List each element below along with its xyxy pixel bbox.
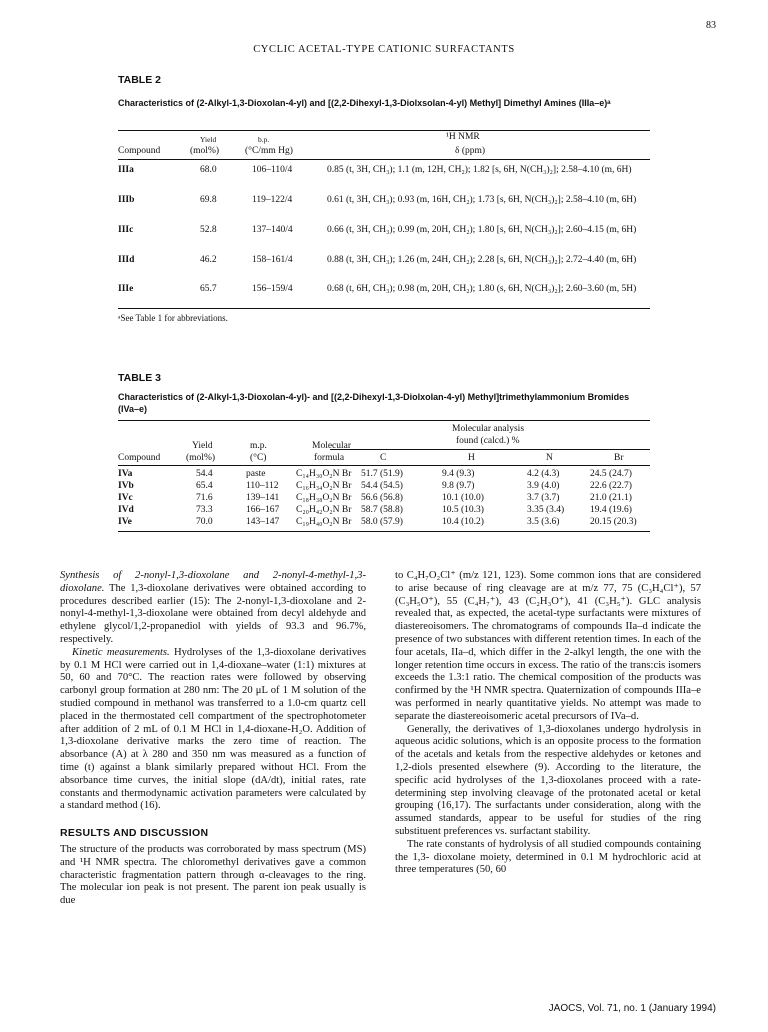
paragraph: The rate constants of hydrolysis of all studied compounds containing the 1,3- dioxolane moiety, determined in 0.1 M hydrochloric acid at three temperatures (50, 60 (395, 838, 701, 876)
t3-mp: 139–141 (246, 493, 280, 503)
t3-n: 4.2 (4.3) (527, 469, 560, 479)
t2-yield: 65.7 (200, 284, 217, 294)
t3-h: 10.1 (10.0) (442, 493, 484, 503)
table2-footnote: ᵃSee Table 1 for abbreviations. (118, 313, 228, 323)
t3-h: 9.4 (9.3) (442, 469, 475, 479)
t3-h: 10.4 (10.2) (442, 517, 484, 527)
table3-top-rule (118, 420, 650, 421)
t2-bp: 119–122/4 (252, 195, 293, 205)
paragraph: The structure of the products was corroborated by mass spectrum (MS) and ¹H NMR spectra. The chloromethyl derivatives gave a common characteristic fragmentation pattern through α-cleavages to the ring. The molecular ion peak is not present. The parent ion peak usually is due (60, 843, 366, 907)
t3-formula: C₁₄H₃₀O₂N Br (296, 469, 352, 479)
t3-h-formula-unit: formula (314, 453, 345, 463)
t2-nmr: 0.61 (t, 3H, CH₃); 0.93 (m, 16H, CH₂); 1.73 [s, 6H, N(CH₃)₂]; 2.58–4.10 (m, 6H) (327, 195, 637, 205)
t3-n: 3.7 (3.7) (527, 493, 560, 503)
paragraph-title: Synthesis of 2-nonyl-1,3-dioxolane and 2-nonyl-4-methyl-1,3-dioxolane. (60, 570, 366, 594)
section-heading: RESULTS AND DISCUSSION (60, 827, 209, 840)
t2-h-nmr-unit: δ (ppm) (455, 146, 486, 156)
t3-br: 24.5 (24.7) (590, 469, 632, 479)
t3-formula: C₁₆H₃₄O₂N Br (296, 481, 352, 491)
t3-compound: IVd (118, 505, 134, 515)
t2-h-nmr: ¹H NMR (446, 132, 480, 142)
t2-compound: IIIb (118, 195, 135, 205)
t3-mp: paste (246, 469, 266, 479)
t3-c: 58.0 (57.9) (361, 517, 403, 527)
t3-yield: 65.4 (196, 481, 213, 491)
t3-c: 58.7 (58.8) (361, 505, 403, 515)
t2-bp: 156–159/4 (252, 284, 293, 294)
t3-analysis-rule (330, 449, 650, 450)
table3-caption: Characteristics of (2-Alkyl-1,3-Dioxolan-4-yl)- and [(2,2-Dihexyl-1,3-Diolxolan-4-yl) Methyl]trimethylammonium Bromides (IVa–e) (118, 392, 630, 414)
journal-footer: JAOCS, Vol. 71, no. 1 (January 1994) (548, 1003, 716, 1014)
table3-bottom-rule (118, 531, 650, 532)
t2-yield: 68.0 (200, 165, 217, 175)
t2-yield: 69.8 (200, 195, 217, 205)
t3-compound: IVc (118, 493, 133, 503)
t3-yield: 71.6 (196, 493, 213, 503)
t2-nmr: 0.88 (t, 3H, CH₃); 1.26 (m, 24H, CH₂); 2.28 [s, 6H, N(CH₃)₂]; 2.72–4.40 (m, 6H) (327, 255, 637, 265)
t3-br: 19.4 (19.6) (590, 505, 632, 515)
t3-compound: IVa (118, 469, 133, 479)
paragraph-body: The 1,3-dioxolane derivatives were obtained according to procedures described earlier (15): The 2-nonyl-1,3-dioxolane and 2-nonyl-4-methyl-1,3-dioxolane were obtained from decyl aldehyde and ethylene glycol/1,2-propanediol with yields of 93.3 and 96.7%, respectively. (60, 582, 366, 645)
t3-br: 21.0 (21.1) (590, 493, 632, 503)
t3-br: 20.15 (20.3) (590, 517, 637, 527)
t3-h-n: N (546, 453, 553, 463)
paragraph: Generally, the derivatives of 1,3-dioxolanes undergo hydrolysis in aqueous acidic solutions, which is an opposite process to the formation of the acetals and ketals from the respective aldehydes or ketones and 1,2-diols presented elsewhere (9). According to the literature, the specific acid hydrolyses of the 1,3-dioxolanes proceed with a rate-determining step involving cleavage of the protonated acetal or ketal grouping (16,17). The surfactants under consideration, along with the assumed standards, appear to be useful for studies of the ring substituent preferences vs. surfactant stability. (395, 723, 701, 837)
left-column (60, 570, 366, 908)
t3-h: 10.5 (10.3) (442, 505, 484, 515)
t3-yield: 73.3 (196, 505, 213, 515)
paragraph (60, 647, 366, 813)
t3-h-mp-unit: (°C) (250, 453, 267, 463)
t3-mp: 166–167 (246, 505, 280, 515)
t2-compound: IIIe (118, 284, 134, 294)
t2-h-bp-unit: (°C/mm Hg) (245, 146, 293, 156)
t3-formula: C₁₈H₃₈O₂N Br (296, 493, 352, 503)
table2-bottom-rule (118, 308, 650, 309)
t3-c: 54.4 (54.5) (361, 481, 403, 491)
t2-yield: 46.2 (200, 255, 217, 265)
t2-bp: 106–110/4 (252, 165, 293, 175)
t2-h-bp: b.p. (258, 135, 270, 144)
running-head: CYCLIC ACETAL-TYPE CATIONIC SURFACTANTS (253, 44, 515, 55)
t2-nmr: 0.68 (t, 6H, CH₃); 0.98 (m, 20H, CH₂); 1.80 (s, 6H, N(CH₃)₂]; 2.60–3.60 (m, 5H) (327, 284, 637, 294)
t2-nmr: 0.66 (t, 3H, CH₃); 0.99 (m, 20H, CH₂); 1.80 [s, 6H, N(CH₃)₂]; 2.60–4.15 (m, 6H) (327, 225, 637, 235)
t2-yield: 52.8 (200, 225, 217, 235)
t3-br: 22.6 (22.7) (590, 481, 632, 491)
t2-nmr: 0.85 (t, 3H, CH₃); 1.1 (m, 12H, CH₂); 1.82 [s, 6H, N(CH₃)₂]; 2.58–4.10 (m, 6H) (327, 165, 632, 175)
t2-bp: 137–140/4 (252, 225, 293, 235)
table3-label: TABLE 3 (118, 372, 161, 384)
t2-h-compound: Compound (118, 146, 161, 156)
t3-h-c: C (380, 453, 387, 463)
t3-h-br: Br (614, 453, 624, 463)
t2-bp: 158–161/4 (252, 255, 293, 265)
t3-n: 3.9 (4.0) (527, 481, 560, 491)
t3-formula: C₁₉H₄₀O₂N Br (296, 517, 352, 527)
t3-mp: 110–112 (246, 481, 279, 491)
t3-h-yield: Yield (192, 441, 213, 451)
right-column (395, 570, 701, 877)
t3-compound: IVb (118, 481, 134, 491)
t3-h-mp: m.p. (250, 441, 267, 451)
paragraph-title: Kinetic measurements. (72, 646, 170, 658)
table2-label: TABLE 2 (118, 74, 161, 86)
paragraph-body: Hydrolyses of the 1,3-dioxolane derivatives by 0.1 M HCl were carried out in 1,4-dioxane–water (1:1) mixtures at 50, 60 and 70°C. The reaction rates were followed by observing carbonyl group formation at 280 nm: The 20 μL of 1 M solution of the studied compound in methanol was transferred to a 1.0-cm quartz cell placed in the thermostated cell compartment of the spectrophotometer after addition of 2 mL of 0.1 M HCl in 1,4-dioxane-H₂O. Addition of 1,3-dioxolane derivative marks the zero time of reaction. The absorbance (A) at λ 280 and 350 nm was measured as a function of time (t) against a blank similarly prepared without HCl. From the absorbance time curves, the initial slope (dA/dt), initial rates, rate constants and thermodynamic activation parameters were calculated by a standard method (16). (60, 646, 367, 812)
t3-h-formula: Molecular (312, 441, 352, 451)
t3-n: 3.5 (3.6) (527, 517, 560, 527)
t3-n: 3.35 (3.4) (527, 505, 565, 515)
t3-h-h: H (468, 453, 475, 463)
t3-h-yield-unit: (mol%) (186, 453, 216, 463)
t2-h-yield: Yield (200, 135, 217, 144)
table2-top-rule (118, 130, 650, 131)
t2-compound: IIId (118, 255, 135, 265)
t2-compound: IIIa (118, 165, 134, 175)
t3-h-analysis-sub: found (calcd.) % (456, 436, 520, 446)
t2-h-yield-unit: (mol%) (190, 146, 220, 156)
t3-h-compound: Compound (118, 453, 161, 463)
t3-c: 51.7 (51.9) (361, 469, 403, 479)
t3-yield: 54.4 (196, 469, 213, 479)
t3-formula: C₂₀H₄₂O₂N Br (296, 505, 352, 515)
t3-h-analysis: Molecular analysis (452, 424, 525, 434)
t3-h: 9.8 (9.7) (442, 481, 475, 491)
t3-mp: 143–147 (246, 517, 280, 527)
paragraph (60, 570, 366, 647)
t2-compound: IIIc (118, 225, 134, 235)
table3-header-rule (118, 465, 650, 466)
page-number: 83 (706, 20, 716, 31)
paragraph: to C₄H₇O₂Cl⁺ (m/z 121, 123). Some common ions that are considered to arise because of ring cleavage are at m/z 77, 75 (C₃H₄Cl⁺), 57 (C₃H₅O⁺), 55 (C₄H₇⁺), 43 (C₂H₃O⁺), 41 (C₃H₅⁺). GLC analysis revealed that, as expected, the acetal-type surfactants were mixtures of diastereoisomers. The chromatograms of compounds IIa–d indicate the presence of two substances with different retention times. In each of the four acetals, IIa–d, which differ in the 2-alkyl length, the one with the longer retention time occurs in excess. The ratio of the trans:cis isomers exceeds the 1.3:1 ratio. The chemical composition of the products was confirmed by the ¹H NMR spectra. Quaternization of compounds IIIa–e was performed in nearly quantitative yields. No attempt was made to separate the diastereoisomeric acetal precursors of IVa–d. (395, 570, 701, 722)
table2-header-rule (118, 159, 650, 160)
t3-c: 56.6 (56.8) (361, 493, 403, 503)
table2-caption: Characteristics of (2-Alkyl-1,3-Dioxolan-4-yl) and [(2,2-Dihexyl-1,3-Diolxsolan-4-yl) Methyl] Dimethyl Amines (IIIa–e)ᵃ (118, 98, 611, 108)
t3-compound: IVe (118, 517, 132, 527)
t3-yield: 70.0 (196, 517, 213, 527)
